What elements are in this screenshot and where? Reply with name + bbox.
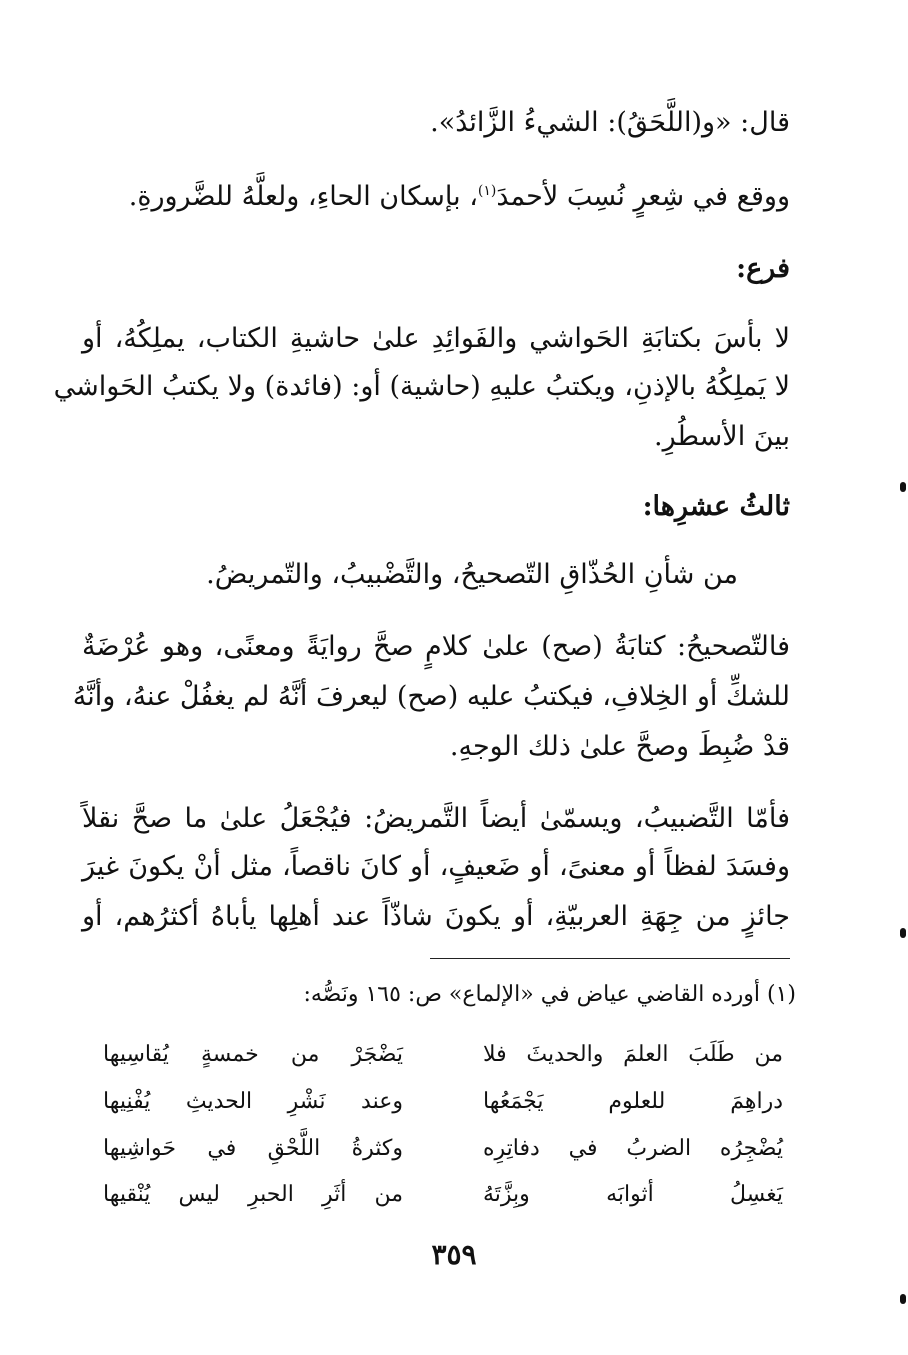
- paragraph-line: فأمّا التَّضبيبُ، ويسمّىٰ أيضاً التَّمريضُ: فيُجْعَلُ علىٰ ما صحَّ نقلاً: [82, 803, 790, 834]
- verse-second-hemistich: يَضْجَرْ من خمسةٍ يُقاسِيها: [103, 1042, 403, 1067]
- verse-first-hemistich: من طَلَبَ العلمَ والحديثَ فلا: [483, 1042, 783, 1067]
- verse-second-hemistich: من أثَرِ الحبرِ ليس يُنْقيها: [103, 1182, 403, 1207]
- verse-first-hemistich: دراهِمَ للعلوم يَجْمَعُها: [483, 1089, 783, 1114]
- margin-mark: [900, 928, 906, 938]
- verse-second-hemistich: وكثرةُ اللَّحْقِ في حَواشِيها: [103, 1136, 403, 1161]
- paragraph-line: بينَ الأسطُرِ.: [654, 421, 790, 452]
- paragraph-line: من شأنِ الحُذّاقِ التّصحيحُ، والتَّضْبيبُ، والتّمريضُ.: [206, 559, 738, 590]
- margin-mark: [900, 1294, 906, 1304]
- paragraph-line: وفسَدَ لفظاً أو معنىً، أو ضَعيفٍ، أو كانَ ناقصاً، مثل أنْ يكونَ غيرَ: [82, 851, 790, 882]
- paragraph-line: جائزٍ من جِهَةِ العربيّةِ، أو يكونَ شاذّاً عند أهلِها يأباهُ أكثرُهم، أو: [82, 901, 790, 932]
- paragraph-line: لا بأسَ بكتابَةِ الحَواشي والفَوائِدِ علىٰ حاشيةِ الكتاب، يملِكُهُ، أو: [82, 323, 790, 354]
- section-heading-thirteenth: ثالثُ عشرِها:: [642, 491, 790, 522]
- paragraph-line: قدْ ضُبِطَ وصحَّ علىٰ ذلك الوجهِ.: [449, 731, 790, 762]
- section-heading-far: فرع:: [736, 253, 790, 284]
- paragraph-line: فالتّصحيحُ: كتابَةُ (صح) علىٰ كلامٍ صحَّ روايَةً ومعنًى، وهو عُرْضَةٌ: [82, 631, 790, 662]
- text-line-with-note: [110, 168, 790, 220]
- paragraph-line: للشكِّ أو الخِلافِ، فيكتبُ عليه (صح) ليعرفَ أنَّهُ لم يغفُلْ عنهُ، وأنَّهُ: [72, 681, 790, 712]
- margin-mark: [900, 482, 906, 492]
- page-number: ٣٥٩: [431, 1238, 477, 1271]
- paragraph-line: لا يَملِكُهُ بالإذنِ، ويكتبُ عليهِ (حاشية) أو: (فائدة) ولا يكتبُ الحَواشي: [53, 371, 790, 402]
- verse-first-hemistich: يَغسِلُ أثوابَه وبِزَّتَهُ: [483, 1182, 783, 1207]
- text-fragment: ووقع في شِعرٍ نُسِبَ لأحمدَ: [496, 181, 790, 212]
- quote-line: قال: «و(اللَّحَقُ): الشيءُ الزَّائدُ».: [430, 107, 790, 138]
- verse-second-hemistich: وعند نَشْرِ الحديثِ يُفْنِيها: [103, 1089, 403, 1114]
- text-fragment: ، بإسكان الحاءِ، ولعلَّهُ للضَّرورةِ.: [128, 181, 478, 212]
- footnote-ref[interactable]: (١): [477, 183, 497, 199]
- footnote-divider: [430, 958, 790, 959]
- verse-first-hemistich: يُضْجِرُه الضربُ في دفاتِرِه: [483, 1136, 783, 1161]
- footnote-text: (١) أورده القاضي عياض في «الإلماع» ص: ١٦٥ ونَصُّه:: [303, 982, 796, 1007]
